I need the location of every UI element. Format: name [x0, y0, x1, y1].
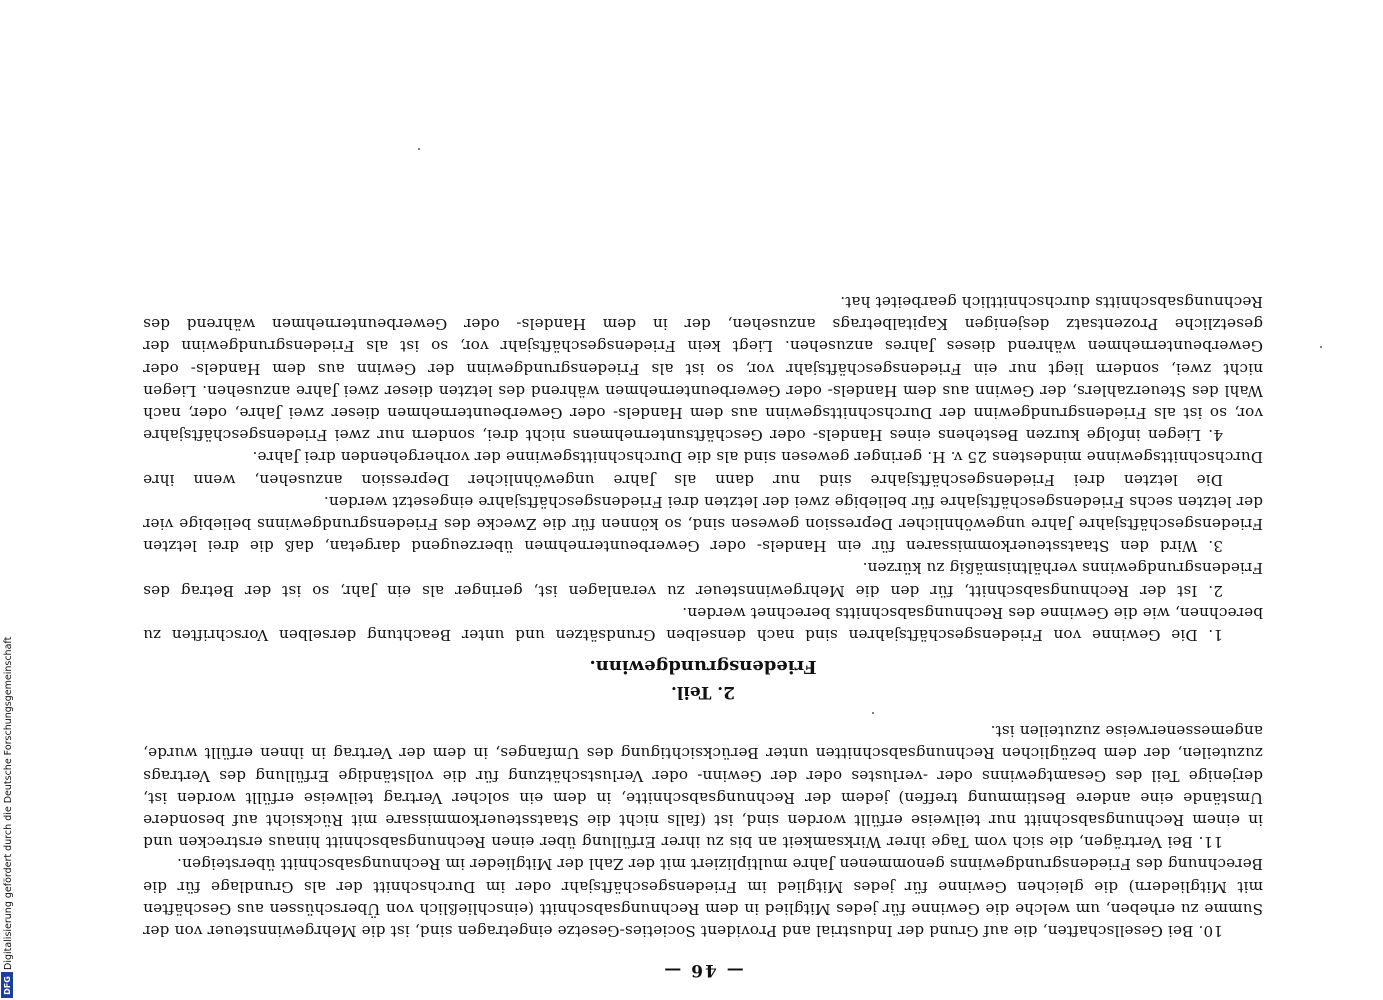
scan-speck	[418, 148, 420, 150]
dfg-logo-label: DFG	[2, 975, 12, 995]
section-title: 2. Teil.	[671, 681, 736, 702]
rotated-document-page	[143, 150, 1263, 980]
page-number: — 46 —	[662, 960, 744, 980]
dfg-logo-icon	[1, 972, 13, 998]
credit-text: Digitalisierung gefördert durch die Deutsche Forschungsgemeinschaft	[3, 636, 14, 970]
scan-speck	[1320, 346, 1322, 348]
digitization-credit	[0, 0, 14, 1000]
paragraph-part2-3-continued: Die letzten drei Friedensgeschäftsjahre sind nur dann als Jahre ungewöhnlicher Depression anzusehen, wenn ihre Durchschnittsgewinne mindestens 25 v. H. geringer gewesen sind als die Durchschnittsgewinne der vorhergehenden drei Jahre.	[143, 448, 1263, 489]
scan-speck	[872, 712, 874, 714]
paragraph-part2-4: 4. Liegen infolge kurzen Bestehens eines Handels- oder Geschäftsunternehmens nicht drei, sondern nur zwei Friedensgeschäftsjahre vor, so ist als Friedensgrundgewinn der Durchschnittsgewinn aus dem Handels- oder Gewerbeunternehmen dieser zwei Jahre, oder, nach Wahl des Steuerzahlers, der Gewinn aus dem Handels- oder Gewerbeunternehmen während des letzten dieser zwei Jahre anzusehen. Liegen nicht zwei, sondern liegt nur ein Friedensgeschäftsjahr vor, so ist als Friedensgrundgewinn der Gewinn aus dem Handels- oder Gewerbeunternehmen während dieses Jahres anzusehen. Liegt kein Friedensgeschäftsjahr vor, so ist als Friedensgrundgewinn der gesetzliche Prozentsatz desjenigen Kapitalbetrags anzusehen, der in dem Handels- oder Gewerbeunternehmen während des Rechnungsabschnitts durchschnittlich gearbeitet hat.	[143, 292, 1263, 445]
paragraph-11: 11. Bei Verträgen, die sich vom Tage ihrer Wirksamkeit an bis zu ihrer Erfüllung über einen Rechnungsabschnitt hinaus erstrecken und in einem Rechnungsabschnitt nur teilweise erfüllt worden sind, ist (falls nicht die Staatssteuerkommissare mit Rücksicht auf besondere Umstände eine andere Bestimmung treffen) jedem der Rechnungsabschnitte, in dem ein solcher Vertrag teilweise erfüllt worden ist, derjenige Teil des Gesamtgewinns oder -verlustes oder der Gewinn- oder Verlustschätzung für die vollständige Erfüllung des Vertrags zuzuteilen, der dem bezüglichen Rechnungsabschnitten unter Berücksichtigung des Umfanges, in dem der Vertrag in ihnen erfüllt wurde, angemessenerweise zuzuteilen ist.	[143, 722, 1263, 852]
section-subtitle: Friedensgrundgewinn.	[589, 655, 817, 677]
paragraph-10: 10. Bei Gesellschaften, die auf Grund der Industrial and Provident Societies-Gesetze eingetragen sind, ist die Mehrgewinnsteuer von der Summe zu erheben, um welche die Gewinne für jedes Mitglied in dem Rechnungsabschnitt (einschließlich von Überschüssen aus Geschäften mit Mitgliedern) die gleichen Gewinne für jedes Mitglied im Friedensgeschäftsjahr oder im Durchschnitt der als Grundlage für die Berechnung des Friedensgrundgewinns genommenen Jahre multipliziert mit der Zahl der Mitglieder im Rechnungsabschnitt übersteigen.	[143, 855, 1263, 940]
paragraph-part2-3: 3. Wird den Staatssteuerkommissaren für ein Handels- oder Gewerbeunternehmen überzeugend dargetan, daß die drei letzten Friedensgeschäftsjahre Jahre ungewöhnlicher Depression gewesen sind, so können für die Zwecke des Friedensgrundgewinns beliebige vier der letzten sechs Friedensgeschäftsjahre für beliebige zwei der letzten drei Friedensgeschäftsjahre eingesetzt werden.	[143, 492, 1263, 556]
paragraph-part2-2: 2. Ist der Rechnungsabschnitt, für den die Mehrgewinnsteuer zu veranlagen ist, geringer als ein Jahr, so ist der Betrag des Friedensgrundgewinns verhältnismäßig zu kürzen.	[143, 559, 1263, 600]
paragraph-part2-1: 1. Die Gewinne von Friedensgeschäftsjahren sind nach denselben Grundsätzen und unter Beachtung derselben Vorschriften zu berechnen, wie die Gewinne des Rechnungsabschnitts berechnet werden.	[143, 603, 1263, 644]
